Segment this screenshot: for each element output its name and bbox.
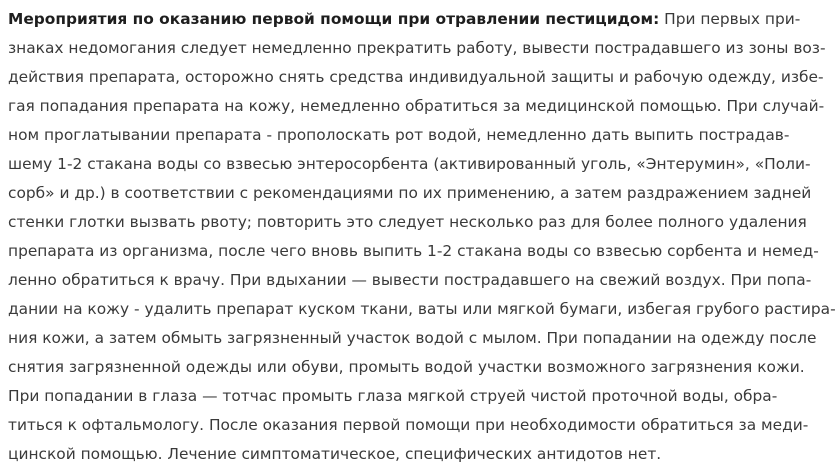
- text-line-7: сорб» и др.) в соответствии с рекомендациями по их применению, а затем раздражением задней: [8, 184, 812, 202]
- text-line-8: стенки глотки вызвать рвоту; повторить это следует несколько раз для более полного удаления: [8, 213, 807, 231]
- text-line-15: титься к офтальмологу. После оказания первой помощи при необходимости обратиться за меди-: [8, 416, 809, 434]
- text-line-12: ния кожи, а затем обмыть загрязненный участок водой с мылом. При попадании на одежду после: [8, 329, 817, 347]
- paragraph-heading: Мероприятия по оказанию первой помощи при отравлении пестицидом:: [8, 10, 660, 28]
- text-line-4: гая попадания препарата на кожу, немедленно обратиться за медицинской помощью. При случай-: [8, 97, 825, 115]
- text-line-2: знаках недомогания следует немедленно прекратить работу, вывести пострадавшего из зоны воз-: [8, 39, 826, 57]
- text-line-13: снятия загрязненной одежды или обуви, промыть водой участки возможного загрязнения кожи.: [8, 358, 805, 376]
- text-line-5: ном проглатывании препарата - прополоскать рот водой, немедленно дать выпить пострадав-: [8, 126, 790, 144]
- text-line-14: При попадании в глаза — тотчас промыть глаза мягкой струей чистой проточной воды, обра-: [8, 387, 778, 405]
- text-line-1: [8, 5, 801, 34]
- text-line-3: действия препарата, осторожно снять средства индивидуальной защиты и рабочую одежду, избе-: [8, 68, 824, 86]
- text-line-10: ленно обратиться к врачу. При вдыхании — вывести пострадавшего на свежий воздух. При попа-: [8, 271, 812, 289]
- text-line-1-rest: При первых при-: [659, 10, 801, 28]
- first-aid-paragraph: [8, 5, 836, 469]
- text-line-6: шему 1-2 стакана воды со взвесью энтеросорбента (активированный уголь, «Энтерумин», «Поли-: [8, 155, 811, 173]
- text-line-16: цинской помощью. Лечение симптоматическое, специфических антидотов нет.: [8, 445, 662, 463]
- text-line-11: дании на кожу - удалить препарат куском ткани, ваты или мягкой бумаги, избегая грубого растира-: [8, 300, 836, 318]
- text-line-9: препарата из организма, после чего вновь выпить 1-2 стакана воды со взвесью сорбента и немед-: [8, 242, 819, 260]
